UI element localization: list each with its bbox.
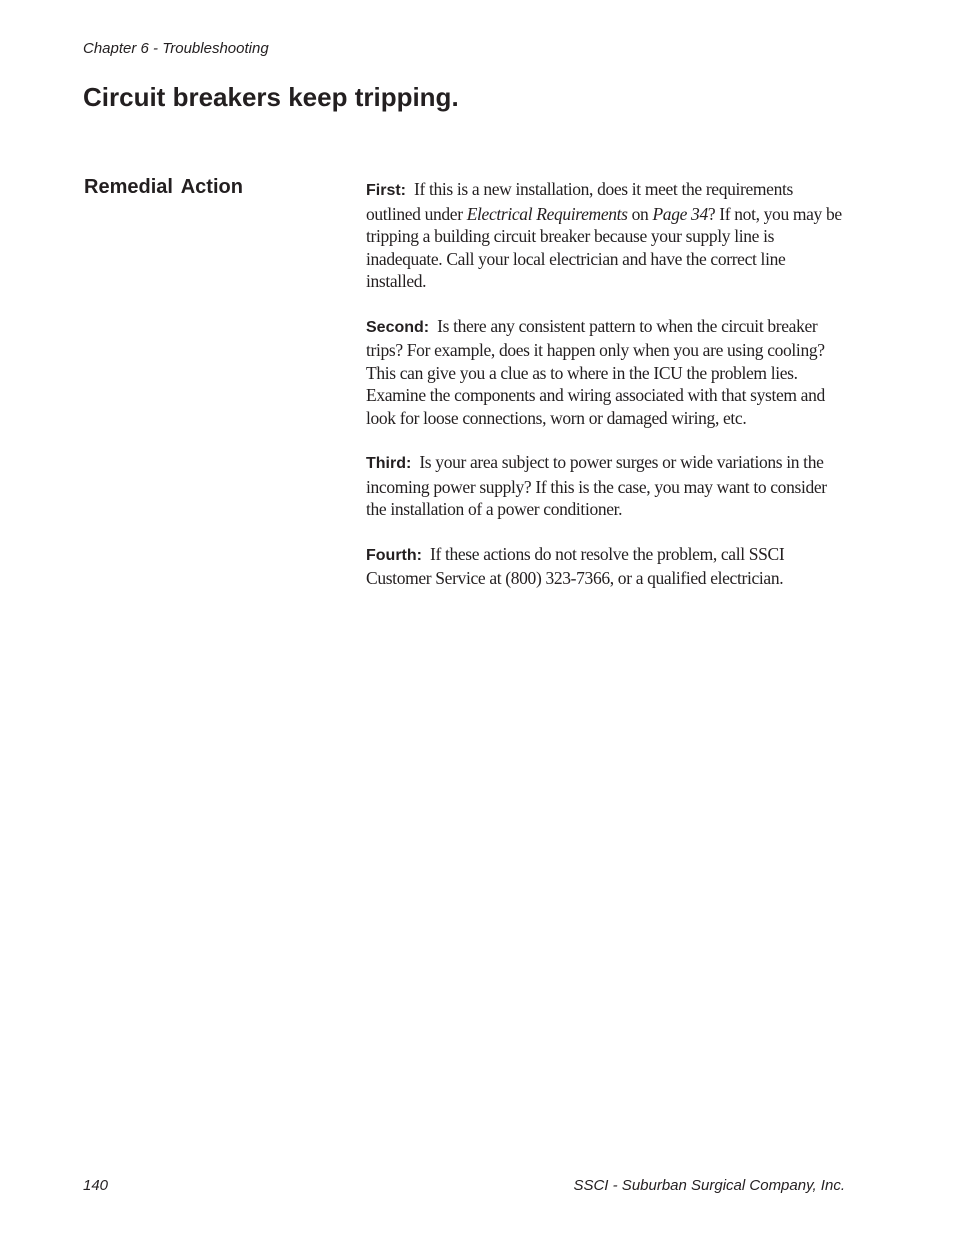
step-third [366, 451, 848, 521]
step-text: If this is a new installation, does it meet the requirements outlined under [366, 179, 793, 224]
step-text: on [627, 203, 653, 224]
step-second [366, 315, 848, 430]
page-number: 140 [83, 1177, 109, 1194]
cross-reference-page: Page 34 [652, 203, 708, 224]
footer-company: SSCI - Suburban Surgical Company, Inc. [573, 1177, 845, 1194]
running-header: Chapter 6 - Troubleshooting [83, 40, 269, 57]
step-text: Is your area subject to power surges or wide variations in the incoming power supply? If this is the case, you may want to consider the installation of a power conditioner. [366, 452, 827, 519]
step-first [366, 178, 848, 293]
step-label: Fourth: [366, 546, 422, 564]
remedial-action-steps [366, 178, 848, 612]
step-label: Third: [366, 455, 412, 472]
step-text: If these actions do not resolve the problem, call SSCI Customer Service at (800) 323-7366, or a qualified electrician. [366, 543, 785, 588]
step-label: Second: [366, 318, 430, 336]
step-fourth [366, 543, 848, 590]
step-label: First: [366, 182, 406, 199]
step-text: Is there any consistent pattern to when the circuit breaker trips? For example, does it happen only when you are using cooling? This can give you a clue as to where in the ICU the problem lies. Examine the components and wiring associated with that system and look for loose connections, worn or damaged wiring, etc. [366, 315, 825, 428]
page-title: Circuit breakers keep tripping. [83, 82, 459, 112]
section-heading: Remedial Action [84, 176, 243, 198]
cross-reference-title: Electrical Requirements [466, 203, 628, 224]
step-text: ? If not, you may be tripping a building circuit breaker because your supply line is inadequate. Call your local electrician and have the correct line installed. [366, 203, 842, 291]
